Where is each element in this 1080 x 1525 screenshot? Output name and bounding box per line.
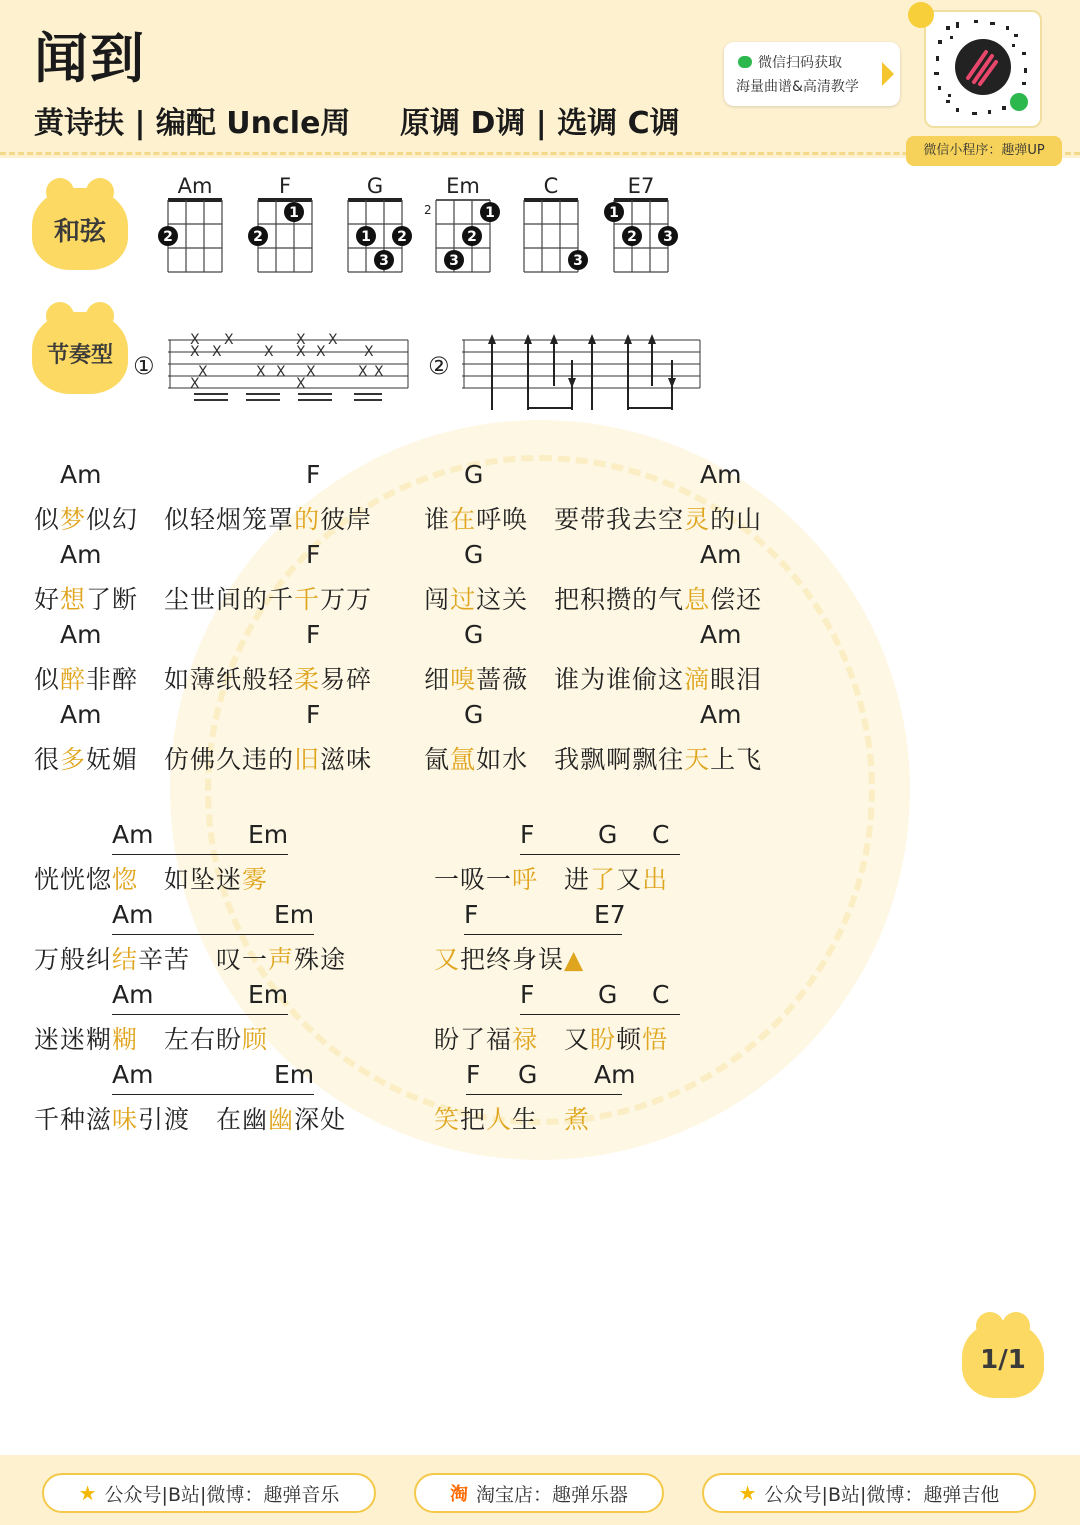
chord-extension-line <box>112 934 314 935</box>
svg-text:X: X <box>328 332 338 348</box>
promo-line-1: 微信扫码获取 <box>758 55 842 71</box>
arrow-right-icon <box>882 62 894 86</box>
fretboard <box>240 198 330 284</box>
svg-text:2: 2 <box>627 229 637 245</box>
song-title: 闻到 <box>34 27 146 90</box>
finger-dot <box>392 226 412 246</box>
sun-icon <box>908 2 934 28</box>
chord-symbol: C <box>652 820 670 849</box>
lyric-line: 万般纠结辛苦 叹一声殊途 <box>34 945 347 974</box>
chord-symbol: G <box>464 540 484 569</box>
rhythm-2-number: ② <box>428 352 450 380</box>
chord-symbol: Am <box>700 460 742 489</box>
lyric-line: 一吸一呼 进了又出 <box>434 865 669 894</box>
lyric-line: 很多妩媚 仿佛久违的旧滋味 氤氲如水 我飘啊飘往天上飞 <box>34 745 763 774</box>
lyric-line: 似梦似幻 似轻烟笼罩的彼岸 谁在呼唤 要带我去空灵的山 <box>34 505 763 534</box>
chord-symbol: F <box>306 620 321 649</box>
chord-symbol: Em <box>248 980 289 1009</box>
finger-dot <box>462 226 482 246</box>
svg-text:X: X <box>364 344 374 360</box>
svg-text:3: 3 <box>573 253 583 269</box>
svg-text:X: X <box>316 344 326 360</box>
chord-symbol: Em <box>248 820 289 849</box>
promo-line-2: 海量曲谱&高清教学 <box>736 79 859 95</box>
footer-link-taobao[interactable]: 淘 淘宝店：趣弹乐器 <box>414 1473 664 1513</box>
key-info: 原调 D调 | 选调 C调 <box>400 106 680 141</box>
svg-text:X: X <box>190 376 200 392</box>
chord-name: G <box>366 174 384 198</box>
chord-symbol: G <box>598 820 618 849</box>
chord-symbol: F <box>466 1060 481 1089</box>
wechat-icon <box>738 56 752 68</box>
finger-dot <box>480 202 500 222</box>
chord-symbol: Am <box>112 900 154 929</box>
footer-link-music[interactable]: ★ 公众号|B站|微博：趣弹音乐 <box>42 1473 376 1513</box>
chord-symbol: G <box>464 700 484 729</box>
chord-symbol: Em <box>274 900 315 929</box>
finger-dot <box>374 250 394 270</box>
lyric-line: 笑把人生 煮 <box>434 1105 591 1134</box>
svg-text:X: X <box>264 344 274 360</box>
finger-dot <box>444 250 464 270</box>
svg-text:2: 2 <box>397 229 407 245</box>
svg-text:2: 2 <box>253 229 263 245</box>
chord-diagram-c <box>506 174 596 284</box>
page-number: 1/1 <box>962 1322 1044 1398</box>
chord-symbol: Am <box>112 980 154 1009</box>
rhythm-badge: 节奏型 <box>32 312 128 394</box>
svg-text:X: X <box>212 344 222 360</box>
taobao-icon: 淘 <box>449 1484 468 1505</box>
finger-dot <box>248 226 268 246</box>
chord-symbol: G <box>464 460 484 489</box>
svg-text:X: X <box>296 344 306 360</box>
fretboard <box>150 198 240 284</box>
finger-dot <box>158 226 178 246</box>
svg-text:3: 3 <box>663 229 673 245</box>
rhythm-1-number: ① <box>133 352 155 380</box>
svg-text:1: 1 <box>361 229 371 245</box>
svg-text:X: X <box>296 332 306 348</box>
chord-extension-line <box>466 1094 622 1095</box>
wechat-promo-card[interactable] <box>724 42 900 106</box>
chord-symbol: G <box>518 1060 538 1089</box>
finger-dot <box>604 202 624 222</box>
chord-symbol: G <box>598 980 618 1009</box>
lyric-line: 千种滋味引渡 在幽幽深处 <box>34 1105 347 1134</box>
chord-symbol: Am <box>112 820 154 849</box>
chord-diagram-am <box>150 174 240 284</box>
chord-extension-line <box>520 854 680 855</box>
finger-dot <box>622 226 642 246</box>
lyric-line: 又把终身误▲ <box>434 945 585 974</box>
lyric-line: 好想了断 尘世间的千千万万 闯过这关 把积攒的气息偿还 <box>34 585 763 614</box>
chord-symbol: F <box>520 980 535 1009</box>
svg-text:3: 3 <box>379 253 389 269</box>
chord-symbol: Am <box>700 700 742 729</box>
rhythm-pattern-1 <box>168 330 410 412</box>
chord-symbol: Am <box>594 1060 636 1089</box>
qr-code-icon <box>926 12 1040 126</box>
finger-dot <box>658 226 678 246</box>
chord-name: Em <box>446 174 480 198</box>
qr-code[interactable] <box>924 10 1042 128</box>
svg-text:X: X <box>276 364 286 380</box>
chord-diagram-e7 <box>596 174 686 284</box>
chord-symbol: Am <box>112 1060 154 1089</box>
chord-diagram-g <box>330 174 420 284</box>
svg-text:X: X <box>256 364 266 380</box>
artist-arranger: 黄诗扶 | 编配 Uncle周 <box>34 106 351 141</box>
chord-symbol: F <box>520 820 535 849</box>
chords-badge: 和弦 <box>32 188 128 270</box>
svg-text:1: 1 <box>289 205 299 221</box>
svg-text:X: X <box>374 364 384 380</box>
svg-text:2: 2 <box>163 229 173 245</box>
chord-extension-line <box>464 934 622 935</box>
rhythm-pattern-2 <box>462 330 702 412</box>
star-icon: ★ <box>738 1481 757 1505</box>
fretboard <box>596 198 686 284</box>
chord-diagram-f <box>240 174 330 284</box>
chord-name: F <box>278 174 292 198</box>
svg-text:X: X <box>190 332 200 348</box>
chord-symbol: Am <box>60 700 102 729</box>
svg-text:1: 1 <box>485 205 495 221</box>
lyric-line: 迷迷糊糊 左右盼顾 <box>34 1025 269 1054</box>
fretboard <box>418 198 508 284</box>
chord-symbol: C <box>652 980 670 1009</box>
svg-text:X: X <box>198 364 208 380</box>
svg-text:X: X <box>358 364 368 380</box>
chord-name: E7 <box>627 174 655 198</box>
fret-label: 2 <box>424 203 432 217</box>
svg-text:X: X <box>306 364 316 380</box>
svg-text:X: X <box>296 376 306 392</box>
chord-diagram-em <box>418 174 508 284</box>
lyric-line: 盼了福禄 又盼顿悟 <box>434 1025 669 1054</box>
chord-symbol: G <box>464 620 484 649</box>
chord-symbol: F <box>306 540 321 569</box>
chord-extension-line <box>520 1014 680 1015</box>
chord-symbol: F <box>306 460 321 489</box>
chord-name: Am <box>177 174 213 198</box>
chord-symbol: F <box>464 900 479 929</box>
chord-symbol: Em <box>274 1060 315 1089</box>
chord-name: C <box>543 174 559 198</box>
chord-extension-line <box>112 1094 314 1095</box>
chord-extension-line <box>112 854 288 855</box>
svg-text:2: 2 <box>467 229 477 245</box>
fretboard <box>506 198 596 284</box>
svg-text:X: X <box>190 344 200 360</box>
chord-symbol: Am <box>700 540 742 569</box>
svg-text:1: 1 <box>609 205 619 221</box>
svg-text:X: X <box>224 332 234 348</box>
finger-dot <box>356 226 376 246</box>
chord-symbol: Am <box>700 620 742 649</box>
chord-symbol: Am <box>60 540 102 569</box>
chord-symbol: Am <box>60 620 102 649</box>
star-icon: ★ <box>78 1481 97 1505</box>
svg-text:3: 3 <box>449 253 459 269</box>
chord-symbol: Am <box>60 460 102 489</box>
chord-symbol: E7 <box>594 900 626 929</box>
qr-caption: 微信小程序：趣弹UP <box>906 136 1062 166</box>
lyric-line: 恍恍惚惚 如坠迷雾 <box>34 865 269 894</box>
fretboard <box>330 198 420 284</box>
finger-dot <box>568 250 588 270</box>
chord-symbol: F <box>306 700 321 729</box>
chord-extension-line <box>112 1014 288 1015</box>
lyric-line: 似醉非醉 如薄纸般轻柔易碎 细嗅蔷薇 谁为谁偷这滴眼泪 <box>34 665 763 694</box>
finger-dot <box>284 202 304 222</box>
footer-link-guitar[interactable]: ★ 公众号|B站|微博：趣弹吉他 <box>702 1473 1036 1513</box>
